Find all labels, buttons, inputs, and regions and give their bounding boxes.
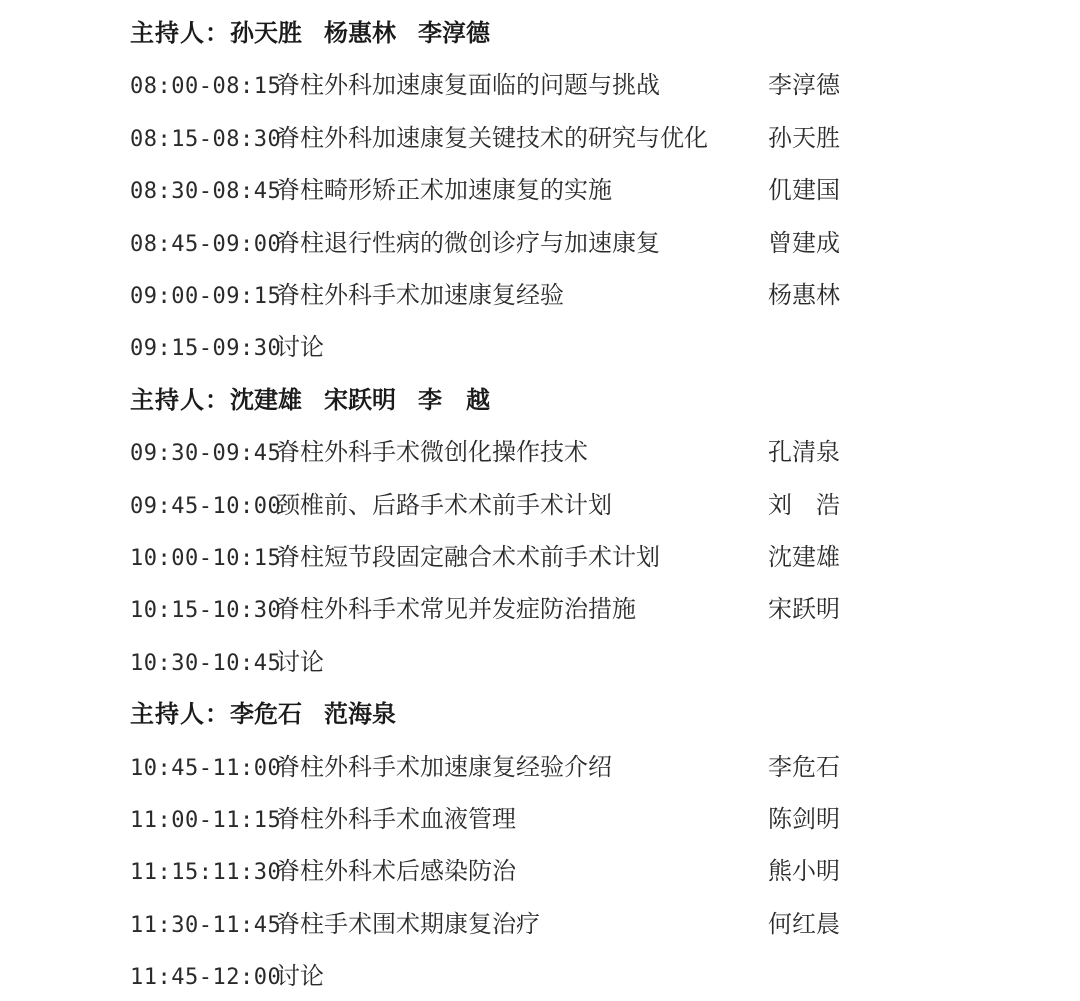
time-slot: 11:00-11:15 [130, 808, 282, 833]
agenda-row [130, 170, 840, 210]
speaker-name: 曾建成 [768, 228, 840, 257]
speaker-name: 熊小明 [768, 857, 840, 886]
time-slot: 08:15-08:30 [130, 126, 282, 152]
session-host-line [130, 380, 512, 420]
speaker-name: 宋跃明 [768, 595, 840, 624]
host-name: 李危石 [230, 699, 302, 729]
agenda-row [130, 747, 840, 787]
host-name: 李 越 [418, 384, 490, 414]
time-slot: 09:00-09:15 [130, 284, 282, 309]
talk-topic: 讨论 [276, 647, 324, 676]
host-name: 范海泉 [324, 699, 396, 729]
host-name: 杨惠林 [324, 18, 396, 47]
time-slot: 11:30-11:45 [130, 912, 282, 938]
talk-topic: 脊柱外科手术加速康复经验 [276, 281, 564, 309]
speaker-name: 杨惠林 [768, 281, 840, 309]
host-name: 孙天胜 [230, 18, 302, 47]
time-slot: 08:45-09:00 [130, 231, 282, 257]
talk-topic: 脊柱短节段固定融合术术前手术计划 [276, 543, 660, 571]
talk-topic: 讨论 [276, 962, 324, 991]
agenda-row [130, 432, 840, 472]
talk-topic: 脊柱外科手术微创化操作技术 [276, 438, 588, 467]
time-slot: 09:15-09:30 [130, 336, 282, 362]
agenda-row [130, 327, 766, 367]
time-slot: 09:45-10:00 [130, 493, 282, 519]
agenda-row [130, 275, 840, 315]
time-slot: 10:45-11:00 [130, 755, 282, 781]
talk-topic: 颈椎前、后路手术术前手术计划 [276, 490, 612, 519]
talk-topic: 脊柱外科手术血液管理 [276, 805, 516, 833]
speaker-name: 何红晨 [768, 909, 840, 938]
talk-topic: 脊柱退行性病的微创诊疗与加速康复 [276, 228, 660, 257]
agenda-row [130, 956, 766, 996]
speaker-name: 仉建国 [768, 176, 840, 205]
agenda-row [130, 537, 840, 577]
talk-topic: 脊柱外科加速康复面临的问题与挑战 [276, 71, 660, 100]
host-name: 宋跃明 [324, 384, 396, 414]
speaker-name: 刘 浩 [768, 490, 840, 519]
time-slot: 10:00-10:15 [130, 546, 282, 571]
speaker-name: 孔清泉 [768, 438, 840, 467]
talk-topic: 脊柱手术围术期康复治疗 [276, 909, 540, 938]
session-host-line [130, 13, 512, 53]
agenda-row [130, 485, 840, 525]
talk-topic: 脊柱外科术后感染防治 [276, 857, 516, 886]
agenda-row [130, 799, 840, 839]
talk-topic: 脊柱外科手术加速康复经验介绍 [276, 752, 612, 781]
host-label: 主持人： [130, 699, 230, 729]
time-slot: 11:15:11:30 [130, 860, 282, 886]
time-slot: 08:00-08:15 [130, 74, 282, 100]
agenda-row [130, 904, 840, 944]
talk-topic: 脊柱外科手术常见并发症防治措施 [276, 595, 636, 624]
speaker-name: 陈剑明 [768, 805, 840, 833]
time-slot: 11:45-12:00 [130, 965, 282, 991]
time-slot: 10:15-10:30 [130, 598, 282, 624]
host-label: 主持人： [130, 18, 230, 47]
speaker-name: 李危石 [768, 752, 840, 781]
agenda-row [130, 642, 766, 682]
agenda-row [130, 223, 840, 263]
agenda-row [130, 851, 840, 891]
session-host-line [130, 694, 418, 734]
host-name: 沈建雄 [230, 384, 302, 414]
host-label: 主持人： [130, 384, 230, 414]
time-slot: 08:30-08:45 [130, 179, 282, 205]
agenda-row [130, 65, 840, 105]
talk-topic: 脊柱外科加速康复关键技术的研究与优化 [276, 123, 708, 152]
time-slot: 10:30-10:45 [130, 650, 282, 676]
talk-topic: 讨论 [276, 333, 324, 362]
speaker-name: 孙天胜 [768, 123, 840, 152]
host-name: 李淳德 [418, 18, 490, 47]
speaker-name: 沈建雄 [768, 543, 840, 571]
agenda-row [130, 118, 840, 158]
speaker-name: 李淳德 [768, 71, 840, 100]
talk-topic: 脊柱畸形矫正术加速康复的实施 [276, 176, 612, 205]
agenda-row [130, 589, 840, 629]
time-slot: 09:30-09:45 [130, 441, 282, 467]
